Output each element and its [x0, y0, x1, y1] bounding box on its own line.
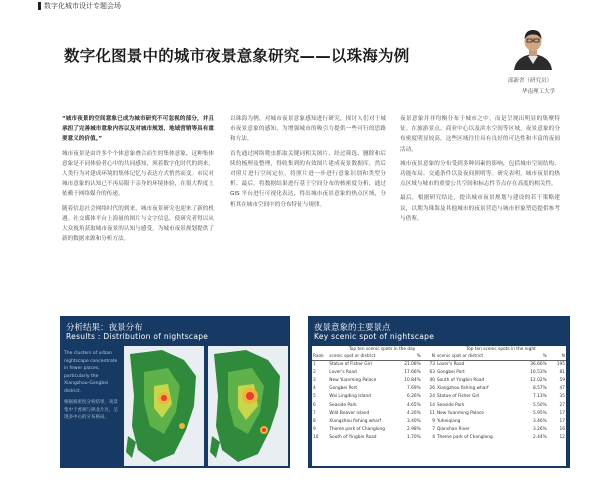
- night-percent-cell: 2.44%: [533, 435, 547, 441]
- night-spot-cell: Xiangzhou fishing wharf: [436, 386, 489, 392]
- day-spot-cell: New Yuanming Palace: [329, 377, 377, 383]
- panel-caption-en: The clusters of urban nightscape concentrate in fewer places, particularly the Xiangzhou-Gongbei district.: [64, 351, 118, 394]
- table-row: [312, 385, 566, 393]
- night-percent-cell: 7.13%: [533, 394, 547, 400]
- author-name: 邱新舍（研究员）: [508, 78, 553, 84]
- table-row: [312, 401, 566, 409]
- day-count-cell: 11: [429, 410, 435, 416]
- table-row: [312, 409, 566, 417]
- panel-title-en: Results : Distribution of nightscape: [66, 332, 209, 341]
- night-spot-cell: South of Yingbin Road: [436, 377, 485, 383]
- night-percent-cell: 5.50%: [533, 402, 547, 408]
- col-rank: Rank: [312, 353, 328, 360]
- day-count-cell: 4: [432, 435, 435, 441]
- rank-cell: 1: [313, 361, 316, 367]
- table-row: [312, 417, 566, 425]
- distribution-figure-panel: [60, 316, 290, 468]
- table-row: [312, 360, 566, 368]
- text-column-1: [62, 114, 214, 248]
- body-paragraph: 城市夜景意象的分布受到多种因素的影响，包括城市空间结构、功能布局、交通条件以及夜间照明等。研究表明，城市夜景的热点区域与城市的重要公共空间和标志性节点存在高度的相关性。: [400, 160, 560, 188]
- day-count-cell: 26: [429, 386, 435, 392]
- day-spot-cell: Wai Lingding Island: [329, 394, 371, 400]
- night-spot-cell: Yuheiqiang: [436, 418, 461, 424]
- table-row: [312, 376, 566, 384]
- day-percent-cell: 1.70%: [407, 435, 421, 441]
- night-count-cell: 35: [559, 394, 565, 400]
- night-percent-cell: 12.02%: [530, 377, 547, 383]
- night-spot-cell: Statue of Fisher Girl: [436, 394, 480, 400]
- night-spot-cell: Gongbei Port: [436, 369, 465, 375]
- day-count-cell: 63: [429, 369, 435, 375]
- night-spot-cell: Theme park of Changlong: [436, 435, 493, 441]
- day-count-cell: 14: [429, 402, 435, 408]
- night-percent-cell: 8.57%: [533, 386, 547, 392]
- night-percent-cell: 36.66%: [530, 361, 547, 367]
- panel-caption-cn: 根据核密度分析结果，夜景集中于香洲与拱北片区，呈现多中心的分布格局。: [64, 400, 118, 420]
- author-affiliation: 华南理工大学: [522, 89, 556, 95]
- rank-cell: 6: [313, 402, 316, 408]
- night-count-cell: 81: [559, 369, 565, 375]
- body-paragraph: 夜景意象并非均衡分布于城市之中，而是呈现出明显的集聚特征。在旅游景点、商业中心以及滨水空间等区域，夜景意象的分布密度明显较高，这些区域往往具有良好的可达性和丰富的夜间活动。: [400, 116, 560, 153]
- header-night: Top ten scenic spots in the night: [466, 347, 536, 352]
- night-spot-cell: Seaside Park: [436, 402, 465, 408]
- night-count-cell: 17: [559, 410, 565, 416]
- rank-cell: 7: [313, 410, 316, 416]
- col-spot-day: scenic spot or district: [328, 353, 397, 360]
- night-percent-cell: 5.95%: [533, 410, 547, 416]
- day-spot-cell: Wild Beaver Island: [329, 410, 370, 416]
- night-spot-cell: Qianshan River: [436, 427, 470, 433]
- header-day: Top ten scenic spots in the day: [348, 347, 416, 352]
- day-spot-cell: Xiangzhou fishing wharf: [329, 418, 381, 424]
- body-paragraph: 随着信息社会网络时代的到来，城市夜景研究也迎来了新的机遇。社交媒体平台上海量的图片与文字信息，使研究者得以从大众视角获取城市夜景的认知与感受，为城市夜景规划提供了新的数据来源和分析方法。: [62, 205, 214, 243]
- day-percent-cell: 4.26%: [407, 410, 421, 416]
- night-count-cell: 195: [556, 361, 565, 367]
- text-column-2: [230, 114, 386, 214]
- article-title: 数字化图景中的城市夜景意象研究——以珠海为例: [64, 47, 410, 65]
- body-paragraph: 最后，根据研究结论，提出城市夜景规划与建设的若干策略建议，以期为珠海及其他城市的夜景营造与城市形象塑造提供参考与借鉴。: [400, 195, 560, 222]
- day-percent-cell: 4.65%: [407, 402, 421, 408]
- day-count-cell: 7: [432, 427, 435, 433]
- panel-title-en: Key scenic spot of nightscape: [314, 332, 435, 341]
- col-spot-night: scenic spot or district: [436, 353, 517, 360]
- night-count-cell: 16: [559, 427, 565, 433]
- kernel-density-maps: [124, 346, 288, 466]
- night-percent-cell: 16.53%: [530, 369, 547, 375]
- text-column-3: [400, 114, 560, 228]
- panel-caption: [64, 350, 122, 426]
- night-spot-cell: Lover's Road: [436, 361, 465, 367]
- day-spot-cell: Theme park of Changlong: [329, 427, 386, 433]
- table-column-header: [312, 353, 566, 360]
- day-count-cell: 73: [429, 361, 435, 367]
- day-percent-cell: 6.26%: [407, 394, 421, 400]
- table-row: [312, 426, 566, 434]
- table-row: [312, 434, 566, 442]
- day-percent-cell: 21.08%: [404, 361, 421, 367]
- key-spots-table-panel: [308, 316, 570, 468]
- night-percent-cell: 3.46%: [533, 418, 547, 424]
- night-count-cell: 47: [559, 386, 565, 392]
- rank-cell: 4: [313, 386, 316, 392]
- night-count-cell: 12: [559, 435, 565, 441]
- col-n-night: N: [548, 353, 566, 360]
- night-spot-cell: New Yuanming Palace: [436, 410, 484, 416]
- panel-title-cn: 分析结果：夜景分布: [66, 323, 143, 333]
- day-percent-cell: 7.69%: [407, 386, 421, 392]
- day-spot-cell: Lover's Road: [329, 369, 357, 375]
- day-percent-cell: 3.40%: [407, 418, 421, 424]
- day-spot-cell: Gongbei Port: [329, 386, 358, 392]
- table-group-header: [312, 346, 566, 353]
- panel-title-cn: 夜景意象的主要景点: [314, 323, 391, 333]
- night-count-cell: 59: [559, 377, 565, 383]
- header-marker: [38, 2, 41, 10]
- night-count-cell: 17: [559, 418, 565, 424]
- col-pct-night: %: [517, 353, 547, 360]
- col-n-day: N: [422, 353, 436, 360]
- day-percent-cell: 17.66%: [404, 369, 421, 375]
- body-paragraph: 以珠海为例，对城市夜景意象感知进行研究，探讨人们对于城市夜景意象的感知，为增强城市的吸引力提供一些可行的思路和方法。: [230, 116, 386, 143]
- day-percent-cell: 10.84%: [404, 377, 421, 383]
- day-count-cell: 24: [429, 394, 435, 400]
- rank-cell: 9: [313, 427, 316, 433]
- running-header: [0, 0, 600, 12]
- night-count-cell: 27: [559, 402, 565, 408]
- body-paragraph: 首先通过网络爬虫抓取关键词相关图片，经过筛选、删除和后续的梳理及整理，得收集到的有效图片建成夜景数据库，然后对照片进行空间定位，将照片进一步进行意象识别和类型分析。最后，将数据结果进行基于空间分布的核密度分析，通过 GIS 平台进行可视化表达，得出城市夜景意象的热点区域，分析其在城市空间中的分布特征与规律。: [230, 150, 386, 208]
- day-spot-cell: South of Yingbin Road: [329, 435, 377, 441]
- day-count-cell: 9: [432, 418, 435, 424]
- table-row: [312, 393, 566, 401]
- header-series-title: 数字化城市设计专题会场: [44, 2, 121, 10]
- day-percent-cell: 2.98%: [407, 427, 421, 433]
- night-percent-cell: 3.26%: [533, 427, 547, 433]
- rank-cell: 3: [313, 377, 316, 383]
- day-spot-cell: Statue of Fisher Girl: [329, 361, 372, 367]
- table-row: [312, 368, 566, 376]
- rank-cell: 5: [313, 394, 316, 400]
- key-spots-table: [312, 346, 566, 466]
- author-photo: [508, 26, 558, 70]
- rank-cell: 8: [313, 418, 316, 424]
- lead-paragraph: “城市夜景的空间意象已成为城市研究不可忽视的部分，并且承担了完善城市意象内容以及对城市规划、地域营销等具有重要意义的价值。”: [62, 116, 214, 143]
- day-spot-cell: Seaside Park: [329, 402, 357, 408]
- col-pct-day: %: [397, 353, 421, 360]
- rank-cell: 2: [313, 369, 316, 375]
- day-count-cell: 40: [429, 377, 435, 383]
- rank-cell: 10: [313, 435, 319, 441]
- body-paragraph: 城市夜景是由许多个个体意象叠合而生的集体意象，这种集体意象是不同体验者心中的共同感知，须着数字化时代的到来，人类行为对建成环境的集体记忆与表达方式悄然而变。市民对城市意象的认知已不再局限于亲身的环境体验，在很大程度上依赖于网络媒介的传递。: [62, 150, 214, 198]
